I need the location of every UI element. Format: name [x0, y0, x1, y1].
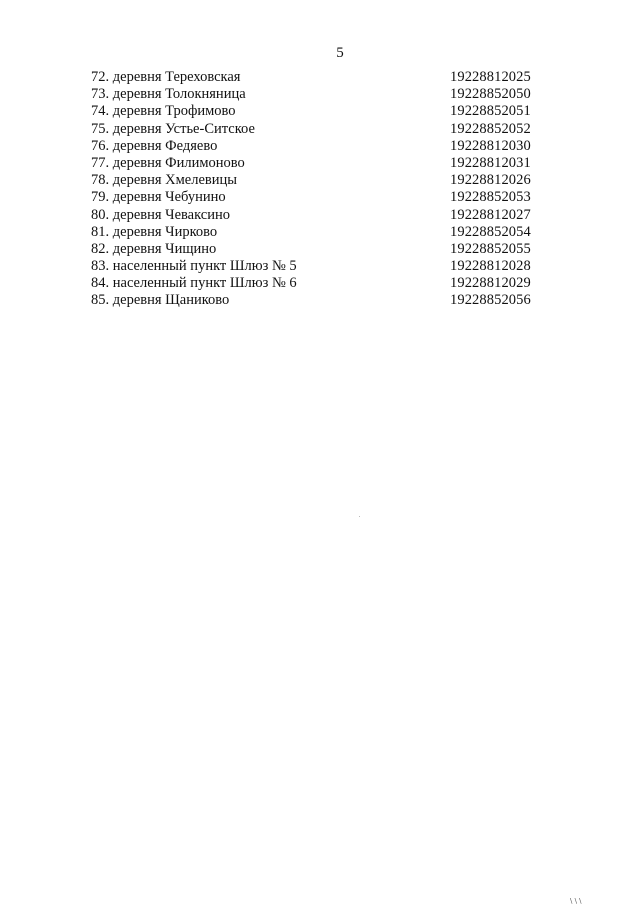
settlement-code: 19228812030 [450, 137, 531, 154]
settlement-code: 19228812026 [450, 172, 531, 189]
settlement-name: 74. деревня Трофимово [91, 103, 236, 120]
list-item [91, 241, 541, 258]
settlement-code: 19228852056 [450, 292, 531, 309]
settlement-name: 81. деревня Чирково [91, 223, 218, 240]
list-item [91, 292, 541, 309]
settlement-name: 82. деревня Чищино [91, 240, 217, 257]
list-item [91, 189, 541, 206]
list-item [91, 138, 541, 155]
corner-mark: \ \ \ [570, 897, 582, 905]
settlement-code: 19228812025 [450, 69, 531, 85]
settlement-name: 84. населенный пункт Шлюз № 6 [91, 275, 297, 292]
settlement-name: 79. деревня Чебунино [91, 189, 226, 206]
list-item [91, 121, 541, 138]
settlement-code: 19228812027 [450, 206, 531, 223]
settlement-code: 19228852054 [450, 223, 531, 240]
settlement-code: 19228852052 [450, 120, 531, 137]
page-number: 5 [336, 45, 344, 61]
settlement-name: 85. деревня Щаниково [91, 292, 230, 309]
settlement-name: 80. деревня Чеваксино [91, 206, 230, 223]
scan-speck [359, 516, 360, 517]
list-item [91, 172, 541, 189]
settlement-name: 83. населенный пункт Шлюз № 5 [91, 258, 297, 275]
settlement-code: 19228852050 [450, 86, 531, 103]
settlement-name: 76. деревня Федяево [91, 137, 218, 154]
list-item [91, 155, 541, 172]
settlement-code: 19228812031 [450, 154, 531, 171]
list-item [91, 258, 541, 275]
settlement-name: 77. деревня Филимоново [91, 154, 245, 171]
list-item [91, 103, 541, 120]
list-item [91, 207, 541, 224]
settlement-code: 19228852053 [450, 189, 531, 206]
settlement-name: 75. деревня Устье-Ситское [91, 120, 255, 137]
settlement-name: 73. деревня Толокняница [91, 86, 246, 103]
list-item [91, 275, 541, 292]
list-item [91, 69, 541, 86]
settlement-name: 78. деревня Хмелевицы [91, 172, 238, 189]
settlement-code: 19228852055 [450, 240, 531, 257]
settlement-code: 19228812028 [450, 258, 531, 275]
list-item [91, 224, 541, 241]
settlement-list [91, 69, 541, 310]
list-item [91, 86, 541, 103]
settlement-code: 19228812029 [450, 275, 531, 292]
settlement-name: 72. деревня Тереховская [91, 69, 241, 85]
settlement-code: 19228852051 [450, 103, 531, 120]
